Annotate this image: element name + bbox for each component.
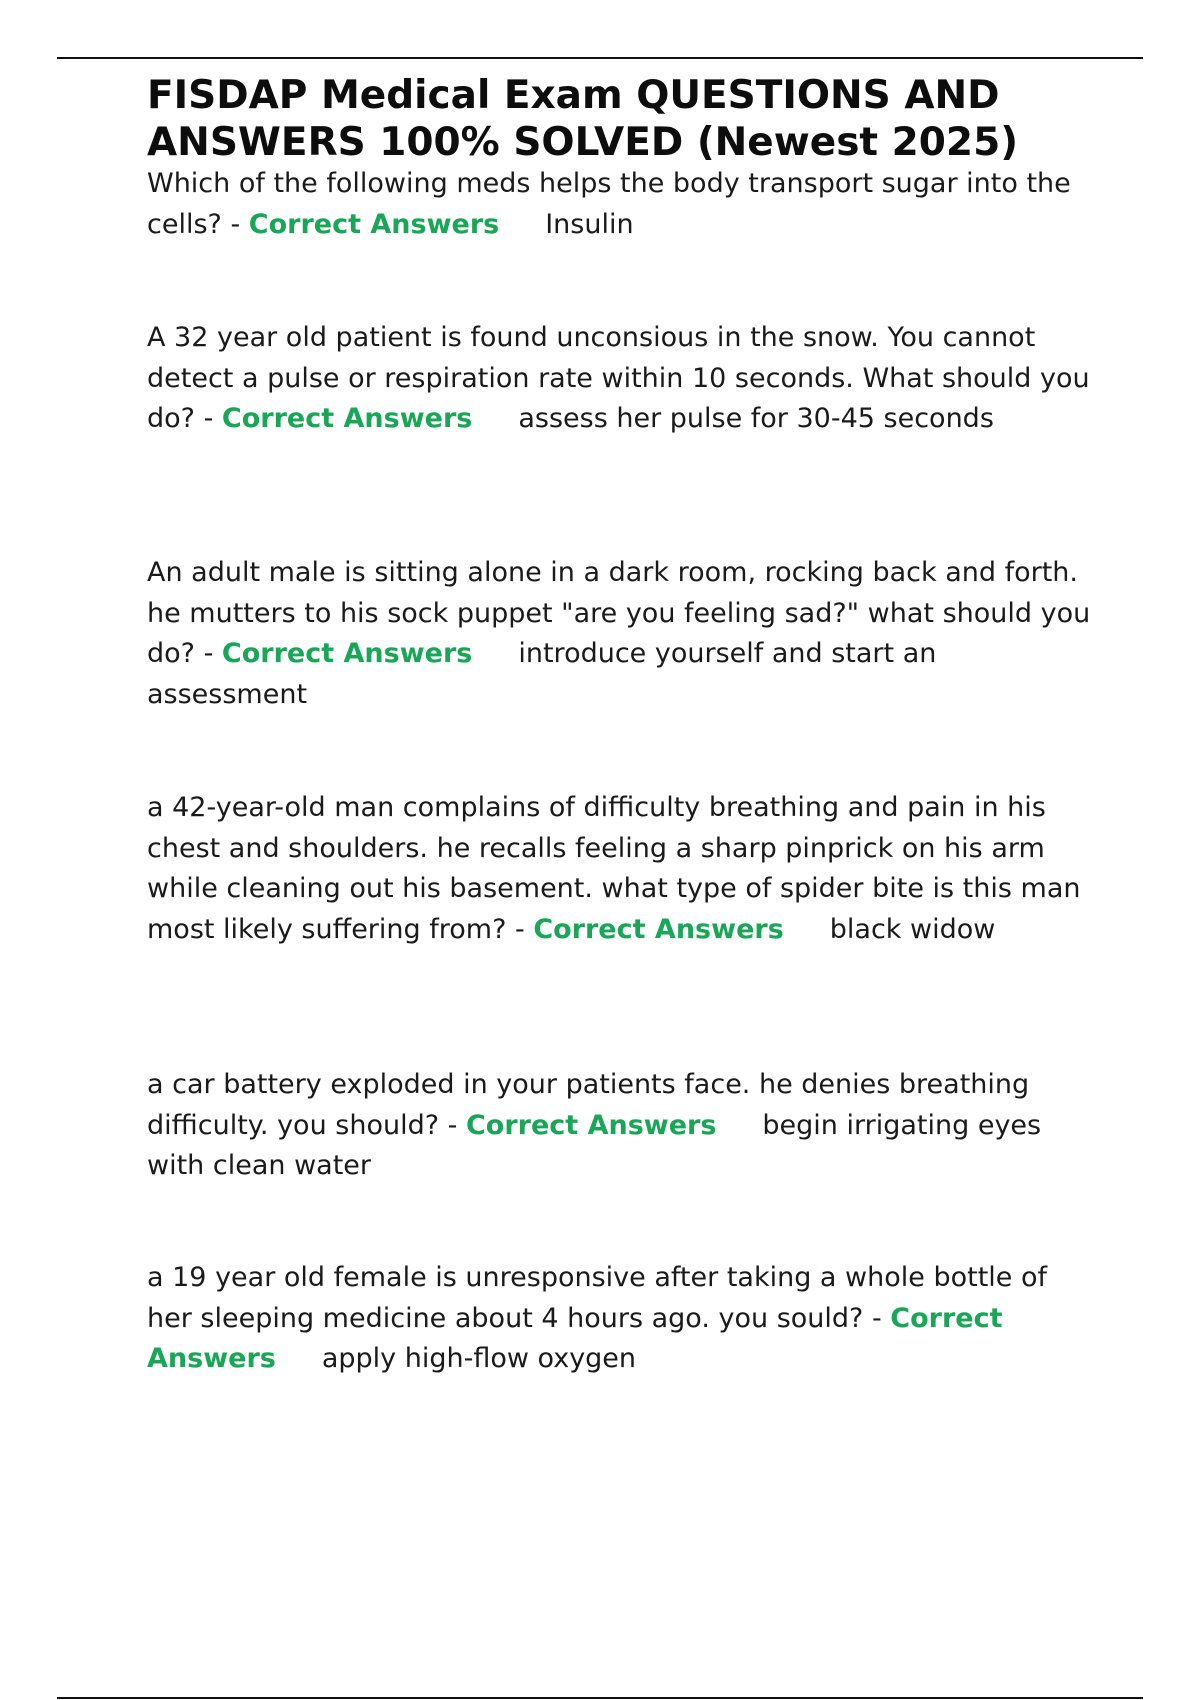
- correct-answers-label: Correct Answers: [465, 1109, 717, 1141]
- qa-item: [147, 1258, 1092, 1380]
- page-title: FISDAP Medical Exam QUESTIONS AND ANSWERS 100% SOLVED (Newest 2025): [147, 73, 1019, 165]
- question-text: A 32 year old patient is found unconsious in the snow. You cannot detect a pulse or respiration rate within 10 seconds. What should you do? -: [147, 322, 1090, 434]
- qa-item: [147, 553, 1092, 715]
- qa-item: [147, 788, 1092, 950]
- question-text: a 19 year old female is unresponsive after taking a whole bottle of her sleeping medicine about 4 hours ago. you sould? -: [147, 1262, 1048, 1334]
- top-rule: [57, 57, 1143, 59]
- qa-item: [147, 318, 1092, 440]
- answer-text: introduce yourself and start an assessment: [147, 638, 937, 710]
- question-text: a car battery exploded in your patients face. he denies breathing difficulty. you should? -: [147, 1069, 1030, 1141]
- correct-answers-label: Correct Answers: [248, 208, 500, 240]
- answer-text: Insulin: [545, 208, 634, 240]
- qa-item: [147, 164, 1092, 245]
- answer-text: apply high-flow oxygen: [321, 1343, 637, 1374]
- bottom-rule: [57, 1697, 1143, 1699]
- answer-text: begin irrigating eyes with clean water: [147, 1109, 1042, 1181]
- correct-answers-label: Correct Answers: [221, 403, 473, 434]
- question-text: Which of the following meds helps the body transport sugar into the cells? -: [147, 168, 1071, 240]
- question-text: An adult male is sitting alone in a dark room, rocking back and forth. he mutters to his sock puppet "are you feeling sad?" what should you do? -: [147, 557, 1091, 669]
- correct-answers-label: Correct Answers: [147, 1302, 1003, 1374]
- answer-text: assess her pulse for 30-45 seconds: [518, 403, 994, 434]
- answer-text: black widow: [829, 913, 996, 945]
- correct-answers-label: Correct Answers: [221, 638, 473, 669]
- correct-answers-label: Correct Answers: [533, 913, 784, 945]
- qa-item: [147, 1065, 1092, 1187]
- question-text: a 42-year-old man complains of difficulty breathing and pain in his chest and shoulders. he recalls feeling a sharp pinprick on his arm while cleaning out his basement. what type of spider bite is this man most likely suffering from? -: [147, 792, 1081, 945]
